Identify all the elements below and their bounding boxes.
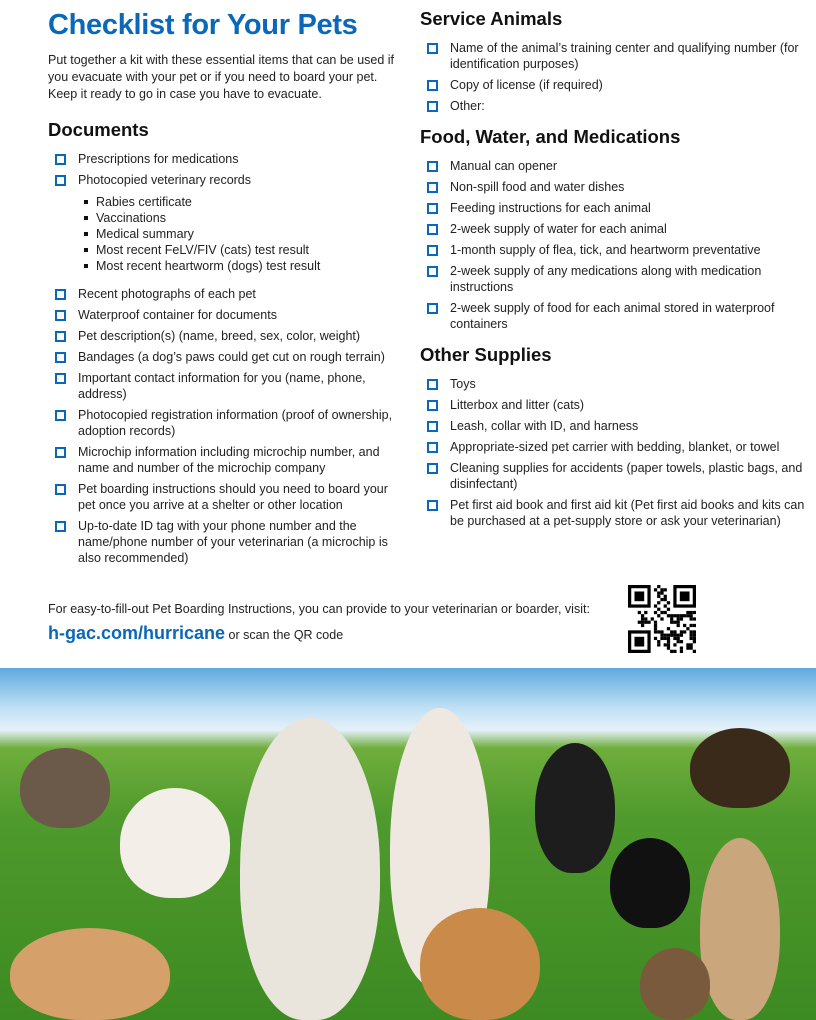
- checkbox-icon[interactable]: [427, 463, 438, 474]
- item-label: Copy of license (if required): [450, 78, 603, 92]
- service-animals-heading: Service Animals: [420, 8, 563, 29]
- item-label: Most recent FeLV/FIV (cats) test result: [96, 243, 310, 257]
- checklist-item: [420, 263, 805, 295]
- item-label: Pet boarding instructions should you need to board your pet once you arrive at a shelter or other location: [78, 482, 388, 512]
- checkbox-icon[interactable]: [427, 203, 438, 214]
- cat-image: [700, 838, 780, 1020]
- checklist-item: [48, 286, 408, 302]
- checklist-item: [48, 481, 408, 513]
- item-label: Bandages (a dog’s paws could get cut on rough terrain): [78, 350, 385, 364]
- checkbox-icon[interactable]: [427, 182, 438, 193]
- dog-image: [535, 743, 615, 873]
- checkbox-icon[interactable]: [427, 379, 438, 390]
- checkbox-icon[interactable]: [55, 175, 66, 186]
- item-label: 2-week supply of water for each animal: [450, 222, 667, 236]
- item-label: Pet description(s) (name, breed, sex, color, weight): [78, 329, 361, 343]
- item-label: 2-week supply of any medications along with medication instructions: [450, 264, 762, 294]
- right-column: [420, 8, 805, 534]
- checklist-item: [420, 158, 805, 174]
- records-sublist: [78, 194, 408, 274]
- item-label: Prescriptions for medications: [78, 152, 239, 166]
- item-label: Litterbox and litter (cats): [450, 398, 585, 412]
- item-label: Medical summary: [96, 227, 194, 241]
- cat-image: [640, 948, 710, 1020]
- item-label: Most recent heartworm (dogs) test result: [96, 259, 321, 273]
- checklist-item: [420, 242, 805, 258]
- checklist-item: [48, 407, 408, 439]
- checklist-item: [48, 370, 408, 402]
- checklist-item: [78, 194, 408, 210]
- item-label: Waterproof container for documents: [78, 308, 277, 322]
- checkbox-icon[interactable]: [55, 331, 66, 342]
- checklist-item: [48, 172, 408, 188]
- checkbox-icon[interactable]: [427, 245, 438, 256]
- checklist-item: [420, 418, 805, 434]
- dog-image: [240, 718, 380, 1020]
- checkbox-icon[interactable]: [55, 154, 66, 165]
- checkbox-icon[interactable]: [427, 80, 438, 91]
- checklist-item: [78, 226, 408, 242]
- food-heading: Food, Water, and Medications: [420, 126, 681, 147]
- checkbox-icon[interactable]: [55, 352, 66, 363]
- item-label: Feeding instructions for each animal: [450, 201, 651, 215]
- checkbox-icon[interactable]: [427, 101, 438, 112]
- item-label: Pet first aid book and first aid kit (Pet first aid books and kits can be purchased at a pet-supply store or ask your veterinarian): [450, 498, 805, 528]
- item-label: Leash, collar with ID, and harness: [450, 419, 639, 433]
- checkbox-icon[interactable]: [427, 421, 438, 432]
- checklist-item: [78, 210, 408, 226]
- footer-suffix: or scan the QR code: [225, 628, 344, 642]
- checklist-item: [48, 307, 408, 323]
- item-label: Rabies certificate: [96, 195, 192, 209]
- checkbox-icon[interactable]: [427, 266, 438, 277]
- item-label: Name of the animal’s training center and qualifying number (for identification purposes): [450, 41, 799, 71]
- checklist-item: [48, 328, 408, 344]
- item-label: Non-spill food and water dishes: [450, 180, 625, 194]
- item-label: 1-month supply of flea, tick, and heartworm preventative: [450, 243, 761, 257]
- documents-list-continued: [48, 286, 408, 566]
- other-supplies-list: [420, 376, 805, 529]
- checklist-item: [420, 300, 805, 332]
- checkbox-icon[interactable]: [427, 224, 438, 235]
- checklist-item: [420, 200, 805, 216]
- checklist-item: [420, 497, 805, 529]
- item-label: Up-to-date ID tag with your phone number and the name/phone number of your veterinarian (a microchip is also recommended): [78, 519, 388, 565]
- checklist-item: [48, 444, 408, 476]
- page-title: Checklist for Your Pets: [48, 9, 358, 41]
- checkbox-icon[interactable]: [427, 161, 438, 172]
- item-label: 2-week supply of food for each animal stored in waterproof containers: [450, 301, 775, 331]
- other-supplies-heading: Other Supplies: [420, 344, 552, 365]
- item-label: Manual can opener: [450, 159, 558, 173]
- item-label: Photocopied veterinary records: [78, 173, 252, 187]
- footer: [48, 585, 768, 657]
- intro-text: Put together a kit with these essential items that can be used if you evacuate with your pet or if you need to board your pet. Keep it ready to go in case you have to evacuate.: [48, 53, 395, 101]
- checklist-item: [420, 221, 805, 237]
- checklist-item: [420, 98, 805, 114]
- item-label: Microchip information including microchip number, and name and number of the microchip company: [78, 445, 380, 475]
- item-label: Recent photographs of each pet: [78, 287, 256, 301]
- pets-photo: [0, 668, 816, 1020]
- checklist-item: [420, 439, 805, 455]
- checkbox-icon[interactable]: [55, 373, 66, 384]
- item-label: Photocopied registration information (proof of ownership, adoption records): [78, 408, 393, 438]
- checklist-item: [48, 518, 408, 566]
- checkbox-icon[interactable]: [427, 303, 438, 314]
- dog-image: [420, 908, 540, 1020]
- footer-text: For easy-to-fill-out Pet Boarding Instructions, you can provide to your veterinarian or boarder, visit:: [48, 602, 590, 616]
- dog-image: [120, 788, 230, 898]
- checklist-item: [420, 77, 805, 93]
- qr-code[interactable]: [628, 585, 696, 653]
- checkbox-icon[interactable]: [55, 410, 66, 421]
- item-label: Appropriate-sized pet carrier with bedding, blanket, or towel: [450, 440, 780, 454]
- dog-image: [20, 748, 110, 828]
- checkbox-icon[interactable]: [427, 442, 438, 453]
- cat-image: [10, 928, 170, 1020]
- item-label: Important contact information for you (name, phone, address): [78, 371, 366, 401]
- checklist-item: [48, 151, 408, 167]
- checklist-item: [78, 242, 408, 258]
- item-label: Toys: [450, 377, 476, 391]
- item-label: Other:: [450, 99, 485, 113]
- checklist-item: [48, 349, 408, 365]
- checkbox-icon[interactable]: [55, 521, 66, 532]
- service-animals-list: [420, 40, 805, 114]
- checkbox-icon[interactable]: [427, 43, 438, 54]
- left-column: [48, 8, 408, 571]
- checklist-item: [420, 376, 805, 392]
- checkbox-icon[interactable]: [427, 500, 438, 511]
- documents-heading: Documents: [48, 119, 149, 140]
- checkbox-icon[interactable]: [427, 400, 438, 411]
- food-list: [420, 158, 805, 332]
- checkbox-icon[interactable]: [55, 447, 66, 458]
- checkbox-icon[interactable]: [55, 310, 66, 321]
- dog-image: [610, 838, 690, 928]
- checkbox-icon[interactable]: [55, 484, 66, 495]
- checklist-item: [420, 460, 805, 492]
- checklist-item: [420, 40, 805, 72]
- checklist-item: [78, 258, 408, 274]
- checklist-item: [420, 179, 805, 195]
- website-link[interactable]: h-gac.com/hurricane: [48, 623, 226, 643]
- item-label: Vaccinations: [96, 211, 166, 225]
- checklist-item: [420, 397, 805, 413]
- item-label: Cleaning supplies for accidents (paper towels, plastic bags, and disinfectant): [450, 461, 803, 491]
- dog-image: [690, 728, 790, 808]
- checkbox-icon[interactable]: [55, 289, 66, 300]
- documents-list: [48, 151, 408, 188]
